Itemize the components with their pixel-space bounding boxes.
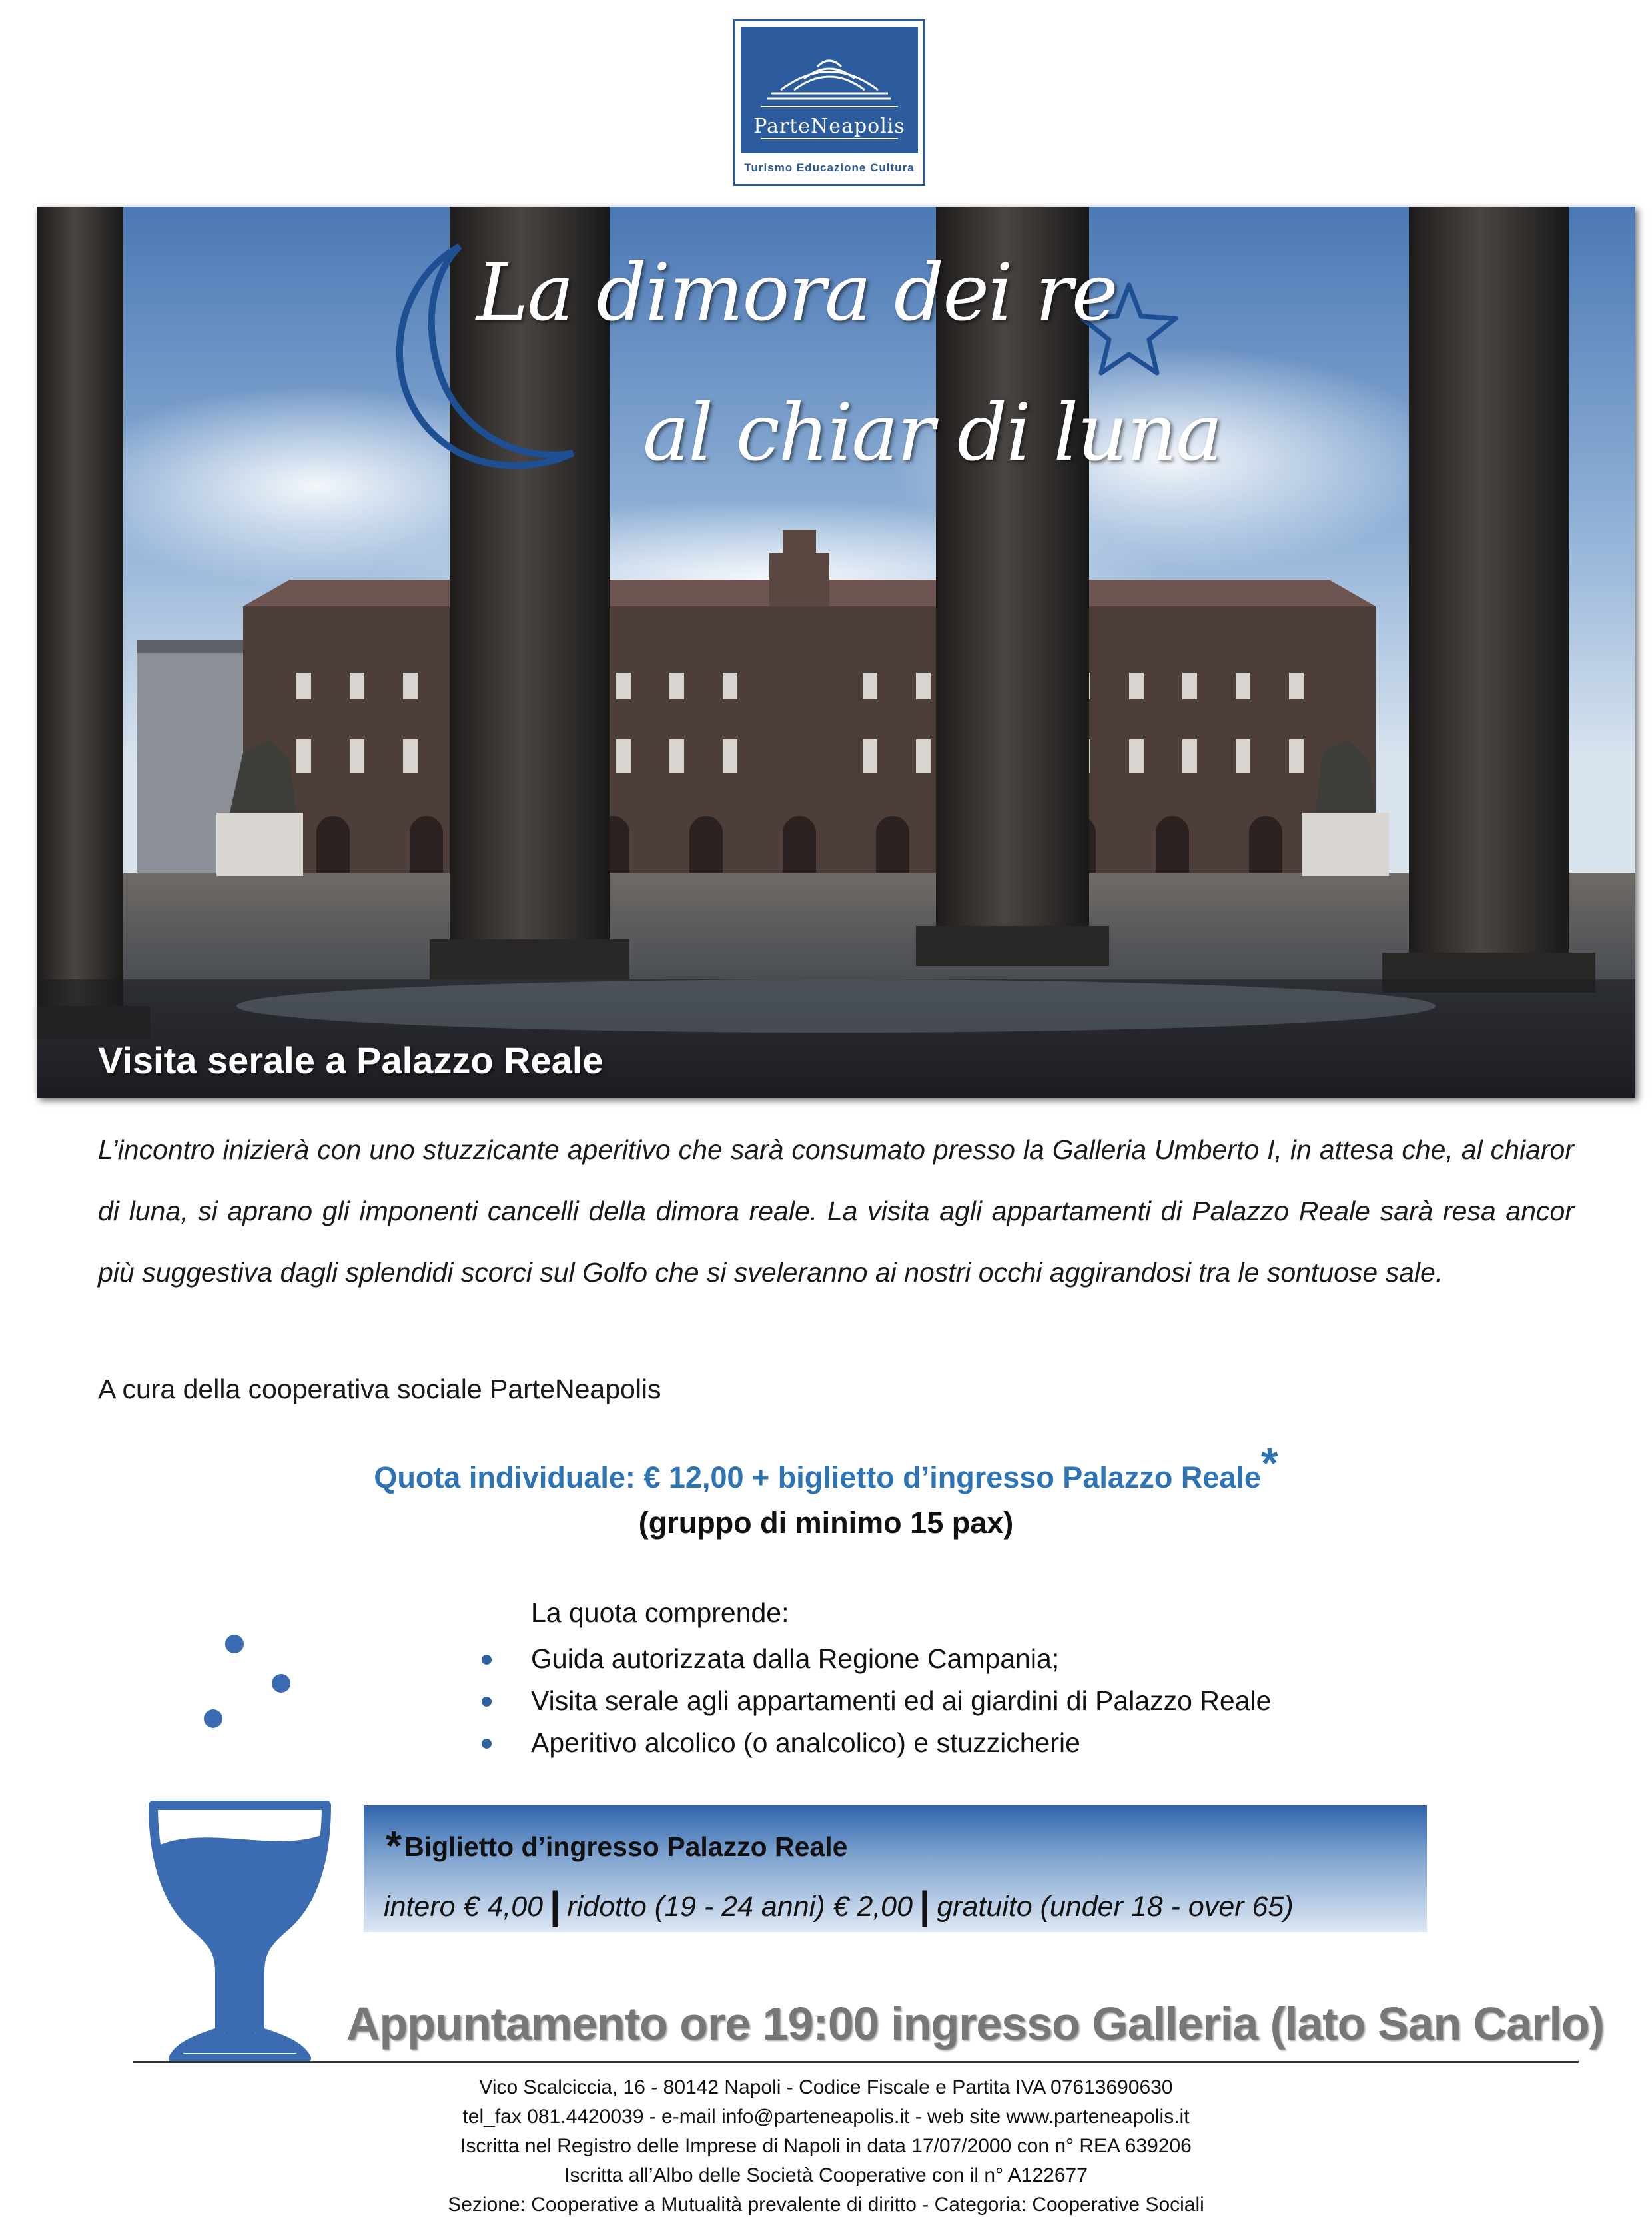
price-text: Quota individuale: € 12,00 + biglietto d’ingresso Palazzo Reale (374, 1460, 1261, 1494)
footer-contacts: tel_fax 081.4420039 - e-mail info@parteneapolis.it - web site www.parteneapolis.it (462, 2106, 1190, 2128)
price-separator: | (919, 1884, 931, 1927)
logo-emblem (741, 27, 918, 153)
footer-section: Sezione: Cooperative a Mutualità prevalente di diritto - Categoria: Cooperative Sociali (448, 2194, 1204, 2216)
price-asterisk: * (1260, 1438, 1278, 1488)
hero-title-line2: al chiar di luna (643, 386, 1222, 478)
price-free: gratuito (under 18 - over 65) (937, 1891, 1294, 1923)
ticket-asterisk: * (386, 1823, 402, 1869)
footer-albo: Iscritta all’Albo delle Società Cooperative con il n° A122677 (564, 2164, 1088, 2186)
ticket-title-text: Biglietto d’ingresso Palazzo Reale (404, 1831, 848, 1862)
hero-caption: Visita serale a Palazzo Reale (98, 1039, 604, 1081)
footer (0, 2073, 1652, 2220)
bullet-icon (482, 1739, 492, 1749)
list-item-text: Aperitivo alcolico (o analcolico) e stuzzicherie (531, 1727, 1080, 1758)
company-logo (733, 19, 925, 186)
ticket-prices (384, 1881, 1294, 1925)
list-item-text: Guida autorizzata dalla Regione Campania; (531, 1643, 1060, 1674)
hero-photo (37, 207, 1635, 1098)
list-item (480, 1639, 1271, 1681)
intro-paragraph: L’incontro inizierà con uno stuzzicante aperitivo che sarà consumato presso la Galleria Umberto I, in attesa che, al chiaror di luna, si aprano gli imponenti cancelli della dimora reale. La visita agli appartamenti di Palazzo Reale sarà resa ancor più suggestiva dagli splendidi scorci sul Golfo che si sveleranno ai nostri occhi aggirandosi tra le sontuose sale. (98, 1134, 1574, 1288)
footer-divider (133, 2061, 1579, 2063)
list-item-text: Visita serale agli appartamenti ed ai giardini di Palazzo Reale (531, 1685, 1272, 1716)
price-full: intero € 4,00 (384, 1891, 544, 1923)
list-item (480, 1723, 1271, 1765)
bullet-icon (482, 1655, 492, 1665)
includes-title: La quota comprende: (531, 1597, 789, 1628)
includes-list (480, 1639, 1271, 1765)
curated-by: A cura della cooperativa sociale ParteNeapolis (98, 1374, 661, 1404)
price-separator: | (550, 1884, 561, 1927)
list-item (480, 1681, 1271, 1723)
price-line (0, 1438, 1652, 1498)
footer-registry: Iscritta nel Registro delle Imprese di Napoli in data 17/07/2000 con n° REA 639206 (460, 2135, 1192, 2157)
price-reduced: ridotto (19 - 24 anni) € 2,00 (567, 1891, 913, 1923)
hero-title-line1: La dimora dei re (476, 246, 1117, 338)
ticket-title (386, 1819, 848, 1869)
ticket-info-box (364, 1805, 1427, 1932)
appointment-info: Appuntamento ore 19:00 ingresso Galleria (lato San Carlo) (346, 1998, 1604, 2050)
footer-address: Vico Scalciccia, 16 - 80142 Napoli - Codice Fiscale e Partita IVA 07613690630 (479, 2076, 1173, 2098)
logo-name: ParteNeapolis (753, 115, 905, 138)
group-minimum: (gruppo di minimo 15 pax) (638, 1506, 1014, 1540)
bullet-icon (482, 1697, 492, 1707)
palazzo-reale-photo (37, 207, 1635, 1098)
logo-tagline: Turismo Educazione Cultura (744, 161, 915, 174)
